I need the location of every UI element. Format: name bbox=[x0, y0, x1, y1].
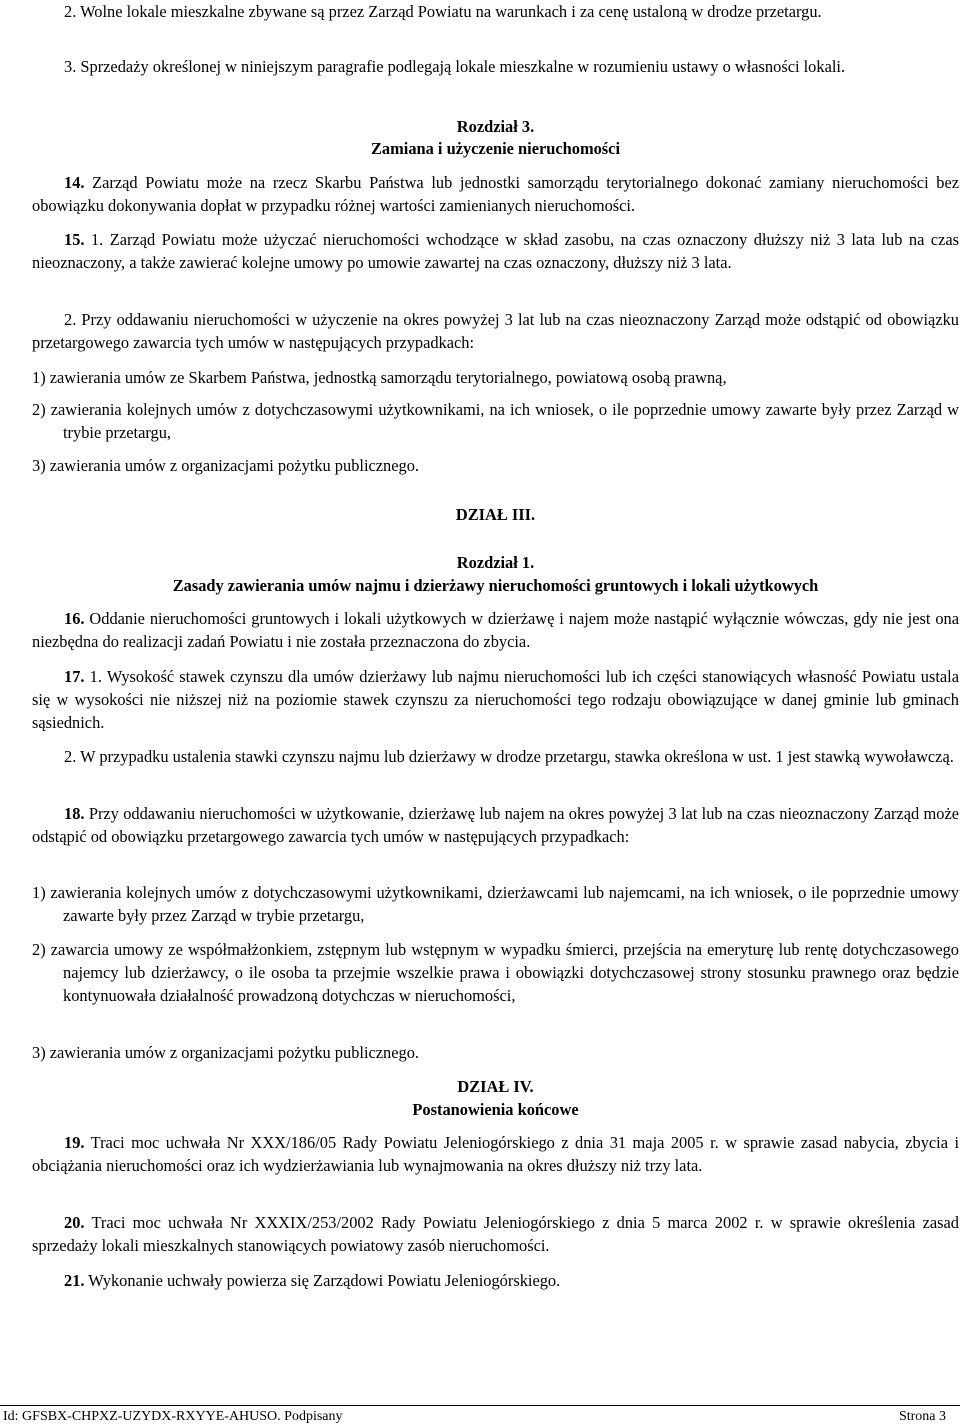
section-14-number: 14. bbox=[64, 173, 85, 192]
section-21-number: 21. bbox=[64, 1271, 85, 1290]
chapter-3-title: Rozdział 3. bbox=[456, 117, 535, 136]
division-4-title: DZIAŁ IV. bbox=[457, 1077, 534, 1096]
section-19-text: Traci moc uchwała Nr XXX/186/05 Rady Powiatu Jeleniogórskiego z dnia 31 maja 2005 r. w sprawie zasad nabycia, zbycia i obciążania nieruchomości oraz ich wydzierżawiania lub wynajmowania na okres dłuższy niż trzy lata. bbox=[32, 1133, 959, 1175]
section-18 bbox=[32, 802, 959, 848]
section-14-text: Zarząd Powiatu może na rzecz Skarbu Państwa lub jednostki samorządu terytorialnego dokonać zamiany nieruchomości bez obowiązku dokonywania dopłat w przypadku różnej wartości zamienianych nieruchomości. bbox=[32, 173, 959, 215]
section-15-item-2: 2) zawierania kolejnych umów z dotychczasowymi użytkownikami, na ich wniosek, o ile poprzednie umowy zawarte były przez Zarząd w trybie przetargu, bbox=[32, 400, 959, 442]
section-20-text: Traci moc uchwała Nr XXXIX/253/2002 Rady Powiatu Jeleniogórskiego z dnia 5 marca 2002 r. w sprawie określenia zasad sprzedaży lokali mieszkalnych stanowiących powiatowy zasób nieruchomości. bbox=[32, 1213, 959, 1255]
section-21-text: Wykonanie uchwały powierza się Zarządowi Powiatu Jeleniogórskiego. bbox=[84, 1271, 561, 1290]
section-16-text: Oddanie nieruchomości gruntowych i lokali użytkowych w dzierżawę i najem może nastąpić wyłącznie wówczas, gdy nie jest ona niezbędna do realizacji zadań Powiatu i nie została przeznaczona do zbycia. bbox=[32, 609, 959, 651]
section-15-paragraph-2: 2. Przy oddawaniu nieruchomości w użyczenie na okres powyżej 3 lat lub na czas nieoznaczony Zarząd może odstąpić od obowiązku przetargowego zawarcia tych umów w następujących przypadkach: bbox=[32, 310, 959, 352]
section-19 bbox=[32, 1131, 959, 1177]
section-18-item-2: 2) zawarcia umowy ze współmałżonkiem, zstępnym lub wstępnym w wypadku śmierci, przejścia na emeryturę lub rentę dotychczasowego najemcy lub dzierżawcy, o ile osoba ta przejmie wszelkie prawa i obowiązki dotychczasowej strony stosunku prawnego oraz będzie kontynuowała działalność prowadzoną dotychczas w nieruchomości, bbox=[32, 940, 959, 1005]
section-15-item-1: 1) zawierania umów ze Skarbem Państwa, jednostką samorządu terytorialnego, powiatową osobą prawną, bbox=[32, 368, 727, 387]
footer-page-number: Strona 3 bbox=[898, 1409, 946, 1424]
section-16 bbox=[32, 607, 959, 653]
section-18-number: 18. bbox=[64, 804, 85, 823]
section-21 bbox=[32, 1269, 959, 1292]
section-16-number: 16. bbox=[64, 609, 85, 628]
section-20-number: 20. bbox=[64, 1213, 85, 1232]
section-17-text: 1. Wysokość stawek czynszu dla umów dzierżawy lub najmu nieruchomości lub ich części stanowiących własność Powiatu ustala się w wysokości nie niższej niż na poziomie stawek czynszu za nieruchomości tego rodzaju obowiązujące w danej gminie lub gminach sąsiednich. bbox=[32, 667, 959, 732]
division-3-title: DZIAŁ III. bbox=[455, 505, 536, 524]
section-15-number: 15. bbox=[64, 230, 85, 249]
paragraph-3: 3. Sprzedaży określonej w niniejszym paragrafie podlegają lokale mieszkalne w rozumieniu ustawy o własności lokali. bbox=[64, 57, 846, 76]
section-15-text: 1. Zarząd Powiatu może użyczać nieruchomości wchodzące w skład zasobu, na czas oznaczony dłuższy niż 3 lata lub na czas nieoznaczony, a także zawierać kolejne umowy po umowie zawartej na czas oznaczony, dłuższy niż 3 lata. bbox=[32, 230, 959, 272]
section-18-text: Przy oddawaniu nieruchomości w użytkowanie, dzierżawę lub najem na okres powyżej 3 lat lub na czas nieoznaczony Zarząd może odstąpić od obowiązku przetargowego zawarcia tych umów w następujących przypadkach: bbox=[32, 804, 959, 846]
paragraph-2: 2. Wolne lokale mieszkalne zbywane są przez Zarząd Powiatu na warunkach i za cenę ustaloną w drodze przetargu. bbox=[64, 2, 822, 21]
section-19-number: 19. bbox=[64, 1133, 85, 1152]
section-18-item-1: 1) zawierania kolejnych umów z dotychczasowymi użytkownikami, dzierżawcami lub najemcami, na ich wniosek, o ile poprzednie umowy zawarte były przez Zarząd w trybie przetargu, bbox=[32, 883, 959, 925]
section-14 bbox=[32, 171, 959, 217]
section-18-item-3: 3) zawierania umów z organizacjami pożytku publicznego. bbox=[32, 1043, 420, 1062]
division-3-chapter-1-title: Rozdział 1. bbox=[456, 553, 535, 572]
footer-document-id: Id: GFSBX-CHPXZ-UZYDX-RXYYE-AHUSO. Podpisany bbox=[3, 1409, 343, 1424]
division-4-subtitle: Postanowienia końcowe bbox=[412, 1100, 579, 1119]
section-20 bbox=[32, 1211, 959, 1257]
section-17 bbox=[32, 665, 959, 734]
footer-divider bbox=[0, 1405, 960, 1406]
section-17-paragraph-2: 2. W przypadku ustalenia stawki czynszu najmu lub dzierżawy w drodze przetargu, stawka określona w ust. 1 jest stawką wywoławczą. bbox=[64, 747, 954, 766]
chapter-3-subtitle: Zamiana i użyczenie nieruchomości bbox=[370, 139, 621, 158]
division-3-chapter-1-subtitle: Zasady zawierania umów najmu i dzierżawy nieruchomości gruntowych i lokali użytkowych bbox=[172, 576, 819, 595]
section-15 bbox=[32, 228, 959, 274]
section-17-number: 17. bbox=[64, 667, 85, 686]
section-15-item-3: 3) zawierania umów z organizacjami pożytku publicznego. bbox=[32, 456, 420, 475]
